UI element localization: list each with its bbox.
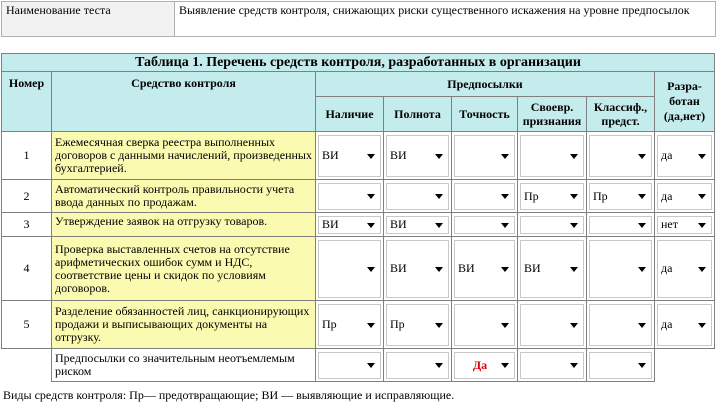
premise-select[interactable]: Пр: [318, 304, 381, 346]
premise-header: Классиф., предст.: [587, 97, 655, 132]
risk-premise-select[interactable]: [520, 352, 584, 379]
test-name-label: Наименование теста: [2, 2, 175, 37]
chevron-down-icon: [435, 267, 443, 272]
control-description: Разделение обязанностей лиц, санкционирующих продажи и выписывающих документы на отгрузку.: [52, 301, 316, 349]
col-developed-header: Разра- ботан (да,нет): [655, 72, 715, 132]
risk-premise-select[interactable]: [318, 352, 381, 379]
developed-select[interactable]: да: [657, 304, 712, 346]
premise-select[interactable]: [589, 240, 652, 298]
chevron-down-icon: [367, 154, 375, 159]
premise-select[interactable]: Пр: [386, 304, 449, 346]
chevron-down-icon: [501, 194, 509, 199]
chevron-down-icon: [435, 223, 443, 228]
row-number: 3: [2, 213, 52, 237]
controls-table: [1, 53, 715, 382]
premise-header: Полнота: [384, 97, 452, 132]
risk-row: [2, 349, 715, 382]
chevron-down-icon: [501, 267, 509, 272]
chevron-down-icon: [570, 267, 578, 272]
chevron-down-icon: [501, 323, 509, 328]
premise-select[interactable]: Пр: [520, 183, 584, 210]
premise-select[interactable]: ВИ: [318, 135, 381, 177]
premise-header: Точность: [452, 97, 518, 132]
chevron-down-icon: [698, 267, 706, 272]
col-control-header: Средство контроля: [52, 72, 316, 132]
chevron-down-icon: [698, 323, 706, 328]
chevron-down-icon: [638, 323, 646, 328]
premise-select[interactable]: ВИ: [386, 240, 449, 298]
premise-select[interactable]: ВИ: [520, 240, 584, 298]
chevron-down-icon: [435, 323, 443, 328]
premise-select[interactable]: [454, 135, 515, 177]
chevron-down-icon: [638, 194, 646, 199]
premise-header: Своевр. признания: [518, 97, 587, 132]
row-number: 2: [2, 180, 52, 213]
premise-select[interactable]: ВИ: [386, 135, 449, 177]
control-description: Автоматический контроль правильности учета ввода данных по продажам.: [52, 180, 316, 213]
chevron-down-icon: [367, 194, 375, 199]
chevron-down-icon: [570, 223, 578, 228]
control-description: Ежемесячная сверка реестра выполненных договоров с данными начислений, произведенных бухгалтерией.: [52, 132, 316, 180]
chevron-down-icon: [698, 223, 706, 228]
developed-select[interactable]: да: [657, 135, 712, 177]
premise-select[interactable]: [318, 183, 381, 210]
premise-select[interactable]: [589, 304, 652, 346]
premise-select[interactable]: [454, 304, 515, 346]
chevron-down-icon: [367, 363, 375, 368]
chevron-down-icon: [501, 154, 509, 159]
premise-select[interactable]: [454, 216, 515, 234]
chevron-down-icon: [698, 154, 706, 159]
table-row: [2, 237, 715, 301]
premise-select[interactable]: ВИ: [454, 240, 515, 298]
chevron-down-icon: [435, 154, 443, 159]
premise-select[interactable]: ВИ: [386, 216, 449, 234]
chevron-down-icon: [638, 154, 646, 159]
risk-premise-select[interactable]: [589, 352, 652, 379]
premise-select[interactable]: [454, 183, 515, 210]
table-row: [2, 301, 715, 349]
premise-select[interactable]: [520, 135, 584, 177]
row-number: 5: [2, 301, 52, 349]
chevron-down-icon: [570, 154, 578, 159]
chevron-down-icon: [367, 267, 375, 272]
premise-select[interactable]: [589, 216, 652, 234]
test-name-value: Выявление средств контроля, снижающих риски существенного искажения на уровне предпосылок: [175, 2, 716, 37]
chevron-down-icon: [638, 363, 646, 368]
premise-select[interactable]: ВИ: [318, 216, 381, 234]
footnote: Виды средств контроля: Пр— предотвращающие; ВИ — выявляющие и исправляющие.: [3, 388, 455, 402]
chevron-down-icon: [570, 194, 578, 199]
chevron-down-icon: [367, 223, 375, 228]
chevron-down-icon: [501, 223, 509, 228]
chevron-down-icon: [501, 363, 509, 368]
control-description: Проверка выставленных счетов на отсутствие арифметических ошибок сумм и НДС, соответствие цены и скидок по условиям договоров.: [52, 237, 316, 301]
developed-select[interactable]: да: [657, 240, 712, 298]
col-number-header: Номер: [2, 72, 52, 132]
chevron-down-icon: [435, 194, 443, 199]
premise-select[interactable]: [520, 304, 584, 346]
chevron-down-icon: [570, 323, 578, 328]
table-row: [2, 213, 715, 237]
chevron-down-icon: [367, 323, 375, 328]
chevron-down-icon: [570, 363, 578, 368]
chevron-down-icon: [638, 267, 646, 272]
developed-select[interactable]: да: [657, 183, 712, 210]
developed-select[interactable]: нет: [657, 216, 712, 234]
premise-header: Наличие: [316, 97, 384, 132]
premise-select[interactable]: [589, 135, 652, 177]
risk-premise-select[interactable]: [386, 352, 449, 379]
premise-select[interactable]: Пр: [589, 183, 652, 210]
chevron-down-icon: [435, 363, 443, 368]
row-number: 1: [2, 132, 52, 180]
table-title: Таблица 1. Перечень средств контроля, разработанных в организации: [2, 54, 715, 72]
table-row: [2, 132, 715, 180]
premise-select[interactable]: [386, 183, 449, 210]
chevron-down-icon: [638, 223, 646, 228]
test-header-table: [1, 1, 716, 37]
table-row: [2, 180, 715, 213]
control-description: Утверждение заявок на отгрузку товаров.: [52, 213, 316, 237]
col-premises-header: Предпосылки: [316, 72, 655, 97]
premise-select[interactable]: [318, 240, 381, 298]
risk-premise-select[interactable]: Да: [454, 352, 515, 379]
row-number: 4: [2, 237, 52, 301]
premise-select[interactable]: [520, 216, 584, 234]
risk-row-label: Предпосылки со значительным неотъемлемым риском: [52, 349, 316, 382]
chevron-down-icon: [698, 194, 706, 199]
